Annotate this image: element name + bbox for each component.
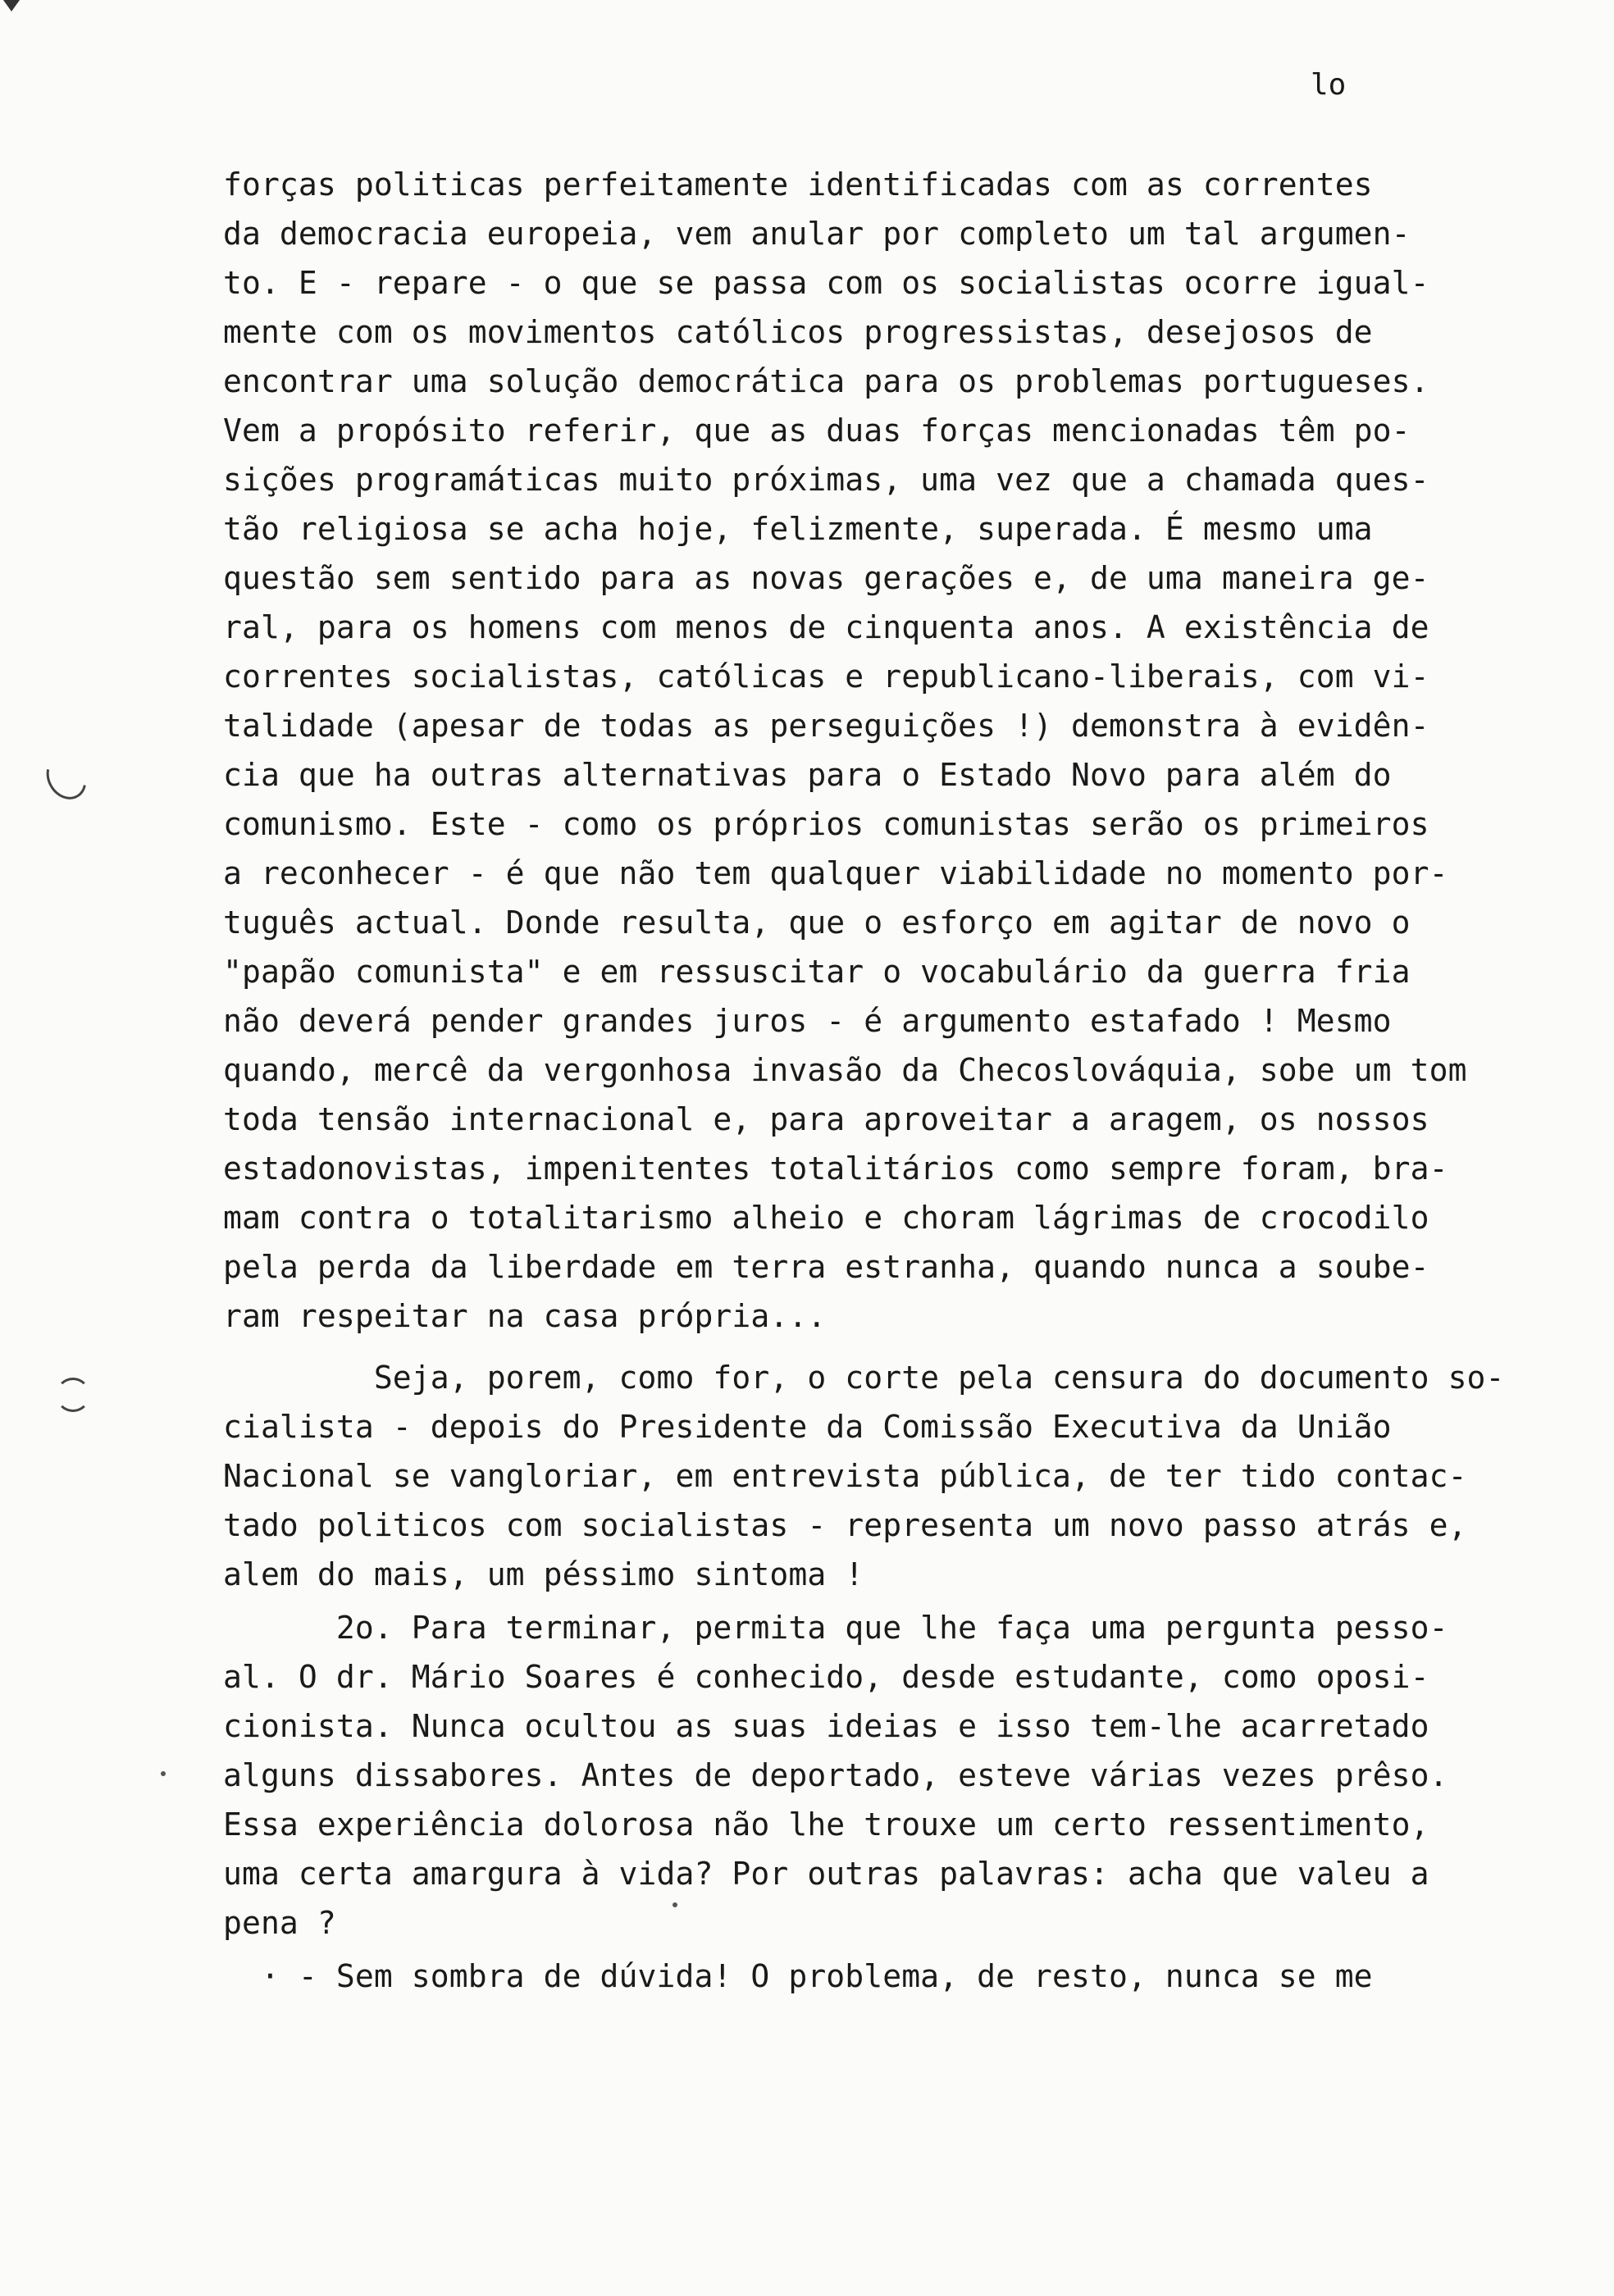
text-line: ral, para os homens com menos de cinquenta anos. A existência de xyxy=(223,609,1429,645)
text-line: alem do mais, um péssimo sintoma ! xyxy=(223,1556,864,1592)
text-line: ram respeitar na casa própria... xyxy=(223,1298,827,1334)
text-line: cialista - depois do Presidente da Comissão Executiva da União xyxy=(223,1409,1392,1445)
text-line: da democracia europeia, vem anular por completo um tal argumen- xyxy=(223,216,1411,252)
text-line: tado politicos com socialistas - representa um novo passo atrás e, xyxy=(223,1507,1467,1543)
text-line: questão sem sentido para as novas gerações e, de uma maneira ge- xyxy=(223,560,1429,596)
corner-mark xyxy=(3,0,20,11)
ink-speck xyxy=(161,1771,166,1776)
text-line: Essa experiência dolorosa não lhe trouxe um certo ressentimento, xyxy=(223,1806,1429,1843)
text-line: toda tensão internacional e, para aproveitar a aragem, os nossos xyxy=(223,1101,1429,1137)
text-line: talidade (apesar de todas as perseguições !) demonstra à evidên- xyxy=(223,708,1429,744)
punch-hole-mark xyxy=(39,748,94,806)
ink-speck xyxy=(672,1902,677,1907)
page-number: lo xyxy=(1311,68,1347,102)
text-line: tão religiosa se acha hoje, felizmente, superada. É mesmo uma xyxy=(223,511,1373,547)
punch-hole-mark xyxy=(56,1378,90,1412)
text-line: sições programáticas muito próximas, uma vez que a chamada ques- xyxy=(223,462,1429,498)
text-line: cia que ha outras alternativas para o Estado Novo para além do xyxy=(223,757,1392,793)
text-line: to. E - repare - o que se passa com os socialistas ocorre igual- xyxy=(223,265,1429,301)
text-line: "papão comunista" e em ressuscitar o vocabulário da guerra fria xyxy=(223,954,1411,990)
text-line: encontrar uma solução democrática para os problemas portugueses. xyxy=(223,363,1429,399)
text-line: 2o. Para terminar, permita que lhe faça uma pergunta pesso- xyxy=(223,1610,1448,1646)
text-line: Nacional se vangloriar, em entrevista pública, de ter tido contac- xyxy=(223,1458,1467,1494)
text-line: a reconhecer - é que não tem qualquer viabilidade no momento por- xyxy=(223,855,1448,891)
text-line: pena ? xyxy=(223,1905,336,1941)
text-line: al. O dr. Mário Soares é conhecido, desde estudante, como oposi- xyxy=(223,1659,1429,1695)
text-line: uma certa amargura à vida? Por outras palavras: acha que valeu a xyxy=(223,1856,1429,1892)
text-line: comunismo. Este - como os próprios comunistas serão os primeiros xyxy=(223,806,1429,842)
text-line: mente com os movimentos católicos progressistas, desejosos de xyxy=(223,314,1373,350)
text-line: correntes socialistas, católicas e republicano-liberais, com vi- xyxy=(223,658,1429,695)
text-line: estadonovistas, impenitentes totalitários como sempre foram, bra- xyxy=(223,1150,1448,1187)
text-line: Vem a propósito referir, que as duas forças mencionadas têm po- xyxy=(223,412,1411,449)
text-line: quando, mercê da vergonhosa invasão da Checoslováquia, sobe um tom xyxy=(223,1052,1467,1088)
text-line: não deverá pender grandes juros - é argumento estafado ! Mesmo xyxy=(223,1003,1392,1039)
text-line: Seja, porem, como for, o corte pela censura do documento so- xyxy=(223,1360,1505,1396)
text-line: mam contra o totalitarismo alheio e choram lágrimas de crocodilo xyxy=(223,1200,1429,1236)
text-line: · - Sem sombra de dúvida! O problema, de resto, nunca se me xyxy=(223,1958,1373,1994)
text-line: pela perda da liberdade em terra estranha, quando nunca a soube- xyxy=(223,1249,1429,1285)
text-line: alguns dissabores. Antes de deportado, esteve várias vezes prêso. xyxy=(223,1757,1448,1793)
text-line: forças politicas perfeitamente identificadas com as correntes xyxy=(223,166,1373,203)
text-line: tuguês actual. Donde resulta, que o esforço em agitar de novo o xyxy=(223,904,1411,941)
text-line: cionista. Nunca ocultou as suas ideias e isso tem-lhe acarretado xyxy=(223,1708,1429,1744)
